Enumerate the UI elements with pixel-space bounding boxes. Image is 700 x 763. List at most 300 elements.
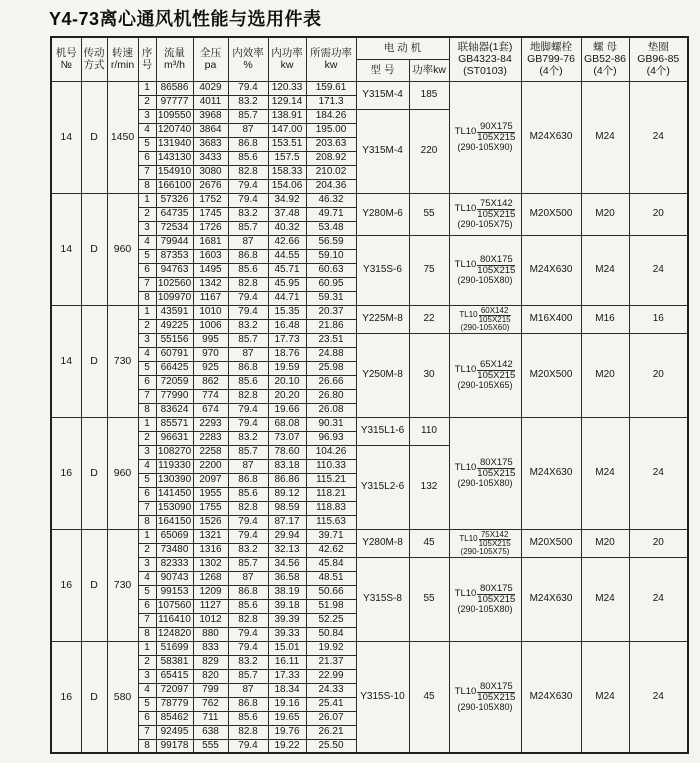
washer: 20 (629, 193, 688, 235)
cell-required-power: 204.36 (306, 179, 356, 193)
cell-seq: 7 (138, 725, 156, 739)
cell-required-power: 46.32 (306, 193, 356, 207)
cell-required-power: 171.3 (306, 95, 356, 109)
header-speed (107, 37, 138, 81)
cell-internal-power: 19.65 (268, 711, 306, 725)
cell-required-power: 26.66 (306, 375, 356, 389)
fraction-top: 75X142 (480, 529, 509, 539)
cell-required-power: 42.62 (306, 543, 356, 557)
coupling-spec (449, 81, 521, 193)
cell-internal-power: 42.66 (268, 235, 306, 249)
cell-required-power: 25.41 (306, 697, 356, 711)
cell-pressure: 2097 (193, 473, 228, 487)
cell-required-power: 203.63 (306, 137, 356, 151)
header-line: 全压 (200, 46, 221, 59)
cell-required-power: 51.98 (306, 599, 356, 613)
coupling-fraction (451, 307, 520, 324)
header-line: 联轴器(1套) (457, 40, 513, 53)
fan-performance-table (50, 36, 689, 754)
table-row (51, 235, 688, 249)
cell-internal-power: 34.56 (268, 557, 306, 571)
cell-seq: 6 (138, 375, 156, 389)
cell-pressure: 1316 (193, 543, 228, 557)
coupling-note: (290-105X80) (457, 701, 513, 712)
cell-required-power: 60.63 (306, 263, 356, 277)
cell-pressure: 762 (193, 697, 228, 711)
cell-internal-power: 98.59 (268, 501, 306, 515)
cell-internal-power: 39.39 (268, 613, 306, 627)
machine-no: 14 (51, 193, 81, 305)
cell-internal-power: 45.95 (268, 277, 306, 291)
motor-model: Y225M-8 (356, 305, 409, 333)
cell-pressure: 995 (193, 333, 228, 347)
header-motor: 电 动 机 (356, 37, 449, 59)
motor-power: 132 (409, 445, 449, 529)
cell-efficiency: 85.6 (228, 599, 268, 613)
cell-seq: 4 (138, 571, 156, 585)
header-line: GB96-85 (637, 53, 680, 66)
header-row (51, 37, 688, 59)
cell-internal-power: 157.5 (268, 151, 306, 165)
cell-seq: 6 (138, 599, 156, 613)
speed: 1450 (107, 81, 138, 193)
drive-mode: D (81, 641, 107, 753)
cell-flow: 94763 (156, 263, 193, 277)
speed: 730 (107, 305, 138, 417)
cell-efficiency: 83.2 (228, 655, 268, 669)
cell-efficiency: 79.4 (228, 291, 268, 305)
cell-flow: 102560 (157, 278, 192, 290)
nut: M24 (581, 81, 629, 193)
cell-required-power: 20.37 (306, 305, 356, 319)
anchor-bolt: M20X500 (521, 193, 581, 235)
cell-efficiency: 86.8 (228, 361, 268, 375)
cell-flow: 143130 (157, 152, 192, 164)
table-row (51, 557, 688, 571)
cell-seq: 7 (138, 165, 156, 179)
fraction (479, 531, 511, 548)
cell-internal-power: 37.48 (268, 207, 306, 221)
cell-internal-power: 19.59 (268, 361, 306, 375)
motor-power: 55 (409, 557, 449, 641)
cell-efficiency: 86.8 (228, 473, 268, 487)
machine-no: 16 (51, 417, 81, 529)
cell-flow: 58381 (156, 655, 193, 669)
cell-flow: 49225 (156, 319, 193, 333)
header-line: 转速 (112, 46, 133, 59)
cell-required-power: 26.08 (306, 403, 356, 417)
machine-no: 16 (51, 529, 81, 641)
cell-flow: 99178 (156, 739, 193, 753)
machine-no: 14 (51, 81, 81, 193)
anchor-bolt: M24X630 (521, 235, 581, 305)
header-line: (4个) (539, 65, 563, 78)
cell-seq: 1 (138, 193, 156, 207)
header-line: GB52-86 (583, 53, 627, 66)
drive-mode: D (81, 305, 107, 417)
cell-flow: 97777 (156, 95, 193, 109)
cell-pressure: 1526 (193, 515, 228, 529)
header-line: % (243, 59, 253, 72)
cell-internal-power: 19.16 (268, 697, 306, 711)
cell-pressure: 3080 (193, 165, 228, 179)
cell-seq: 3 (138, 333, 156, 347)
cell-internal-power: 15.01 (268, 641, 306, 655)
motor-power: 45 (409, 641, 449, 753)
cell-required-power: 96.93 (306, 431, 356, 445)
table-row (51, 529, 688, 543)
washer: 24 (629, 235, 688, 305)
coupling-note: (290-105X75) (457, 218, 513, 229)
cell-seq: 6 (138, 151, 156, 165)
cell-required-power: 25.98 (306, 361, 356, 375)
nut: M20 (581, 333, 629, 417)
header-machine-no (51, 37, 81, 81)
fraction-bottom: 105X215 (477, 208, 516, 220)
cell-pressure: 1167 (193, 291, 228, 305)
header-line: 传动 (83, 46, 105, 59)
cell-seq: 3 (138, 445, 156, 459)
cell-seq: 8 (138, 739, 156, 753)
cell-flow: 131940 (157, 138, 192, 150)
cell-flow: 109550 (157, 110, 192, 122)
cell-seq: 4 (138, 459, 156, 473)
cell-internal-power: 38.19 (268, 585, 306, 599)
cell-required-power: 208.92 (306, 151, 356, 165)
header-line: (ST0103) (463, 65, 507, 78)
coupling-spec (449, 641, 521, 753)
coupling-note: (290-105X90) (457, 141, 513, 152)
cell-internal-power: 44.55 (268, 249, 306, 263)
cell-seq: 8 (138, 403, 156, 417)
cell-required-power: 59.10 (306, 249, 356, 263)
header-line: m³/h (164, 59, 185, 72)
cell-required-power: 53.48 (306, 221, 356, 235)
cell-flow: 90743 (156, 571, 193, 585)
header-motor-model: 型 号 (356, 59, 409, 81)
cell-flow: 141450 (157, 488, 192, 500)
cell-flow: 87353 (156, 249, 193, 263)
coupling-spec (449, 333, 521, 417)
cell-internal-power: 19.76 (268, 725, 306, 739)
coupling-note: (290-105X80) (457, 274, 513, 285)
header-flow (156, 37, 193, 81)
nut: M24 (581, 417, 629, 529)
header-line: 机号 (55, 46, 77, 59)
cell-efficiency: 85.7 (228, 221, 268, 235)
cell-internal-power: 18.34 (268, 683, 306, 697)
cell-required-power: 48.51 (306, 571, 356, 585)
nut: M24 (581, 641, 629, 753)
cell-flow: 153090 (157, 502, 192, 514)
machine-no: 14 (51, 305, 81, 417)
cell-seq: 2 (138, 543, 156, 557)
cell-internal-power: 15.35 (268, 305, 306, 319)
cell-required-power: 50.66 (306, 585, 356, 599)
cell-internal-power: 16.11 (268, 655, 306, 669)
cell-flow: 79944 (156, 235, 193, 249)
cell-flow: 92495 (156, 725, 193, 739)
header-motor-power: 功率kw (409, 59, 449, 81)
cell-seq: 8 (138, 179, 156, 193)
cell-internal-power: 147.00 (268, 123, 306, 137)
cell-efficiency: 83.2 (228, 95, 268, 109)
table-row (51, 193, 688, 207)
coupling-prefix: TL10 (454, 686, 477, 698)
cell-flow: 66425 (156, 361, 193, 375)
cell-seq: 2 (138, 207, 156, 221)
cell-pressure: 970 (193, 347, 228, 361)
motor-power: 110 (409, 417, 449, 445)
cell-efficiency: 85.7 (228, 669, 268, 683)
header-line: 内效率 (232, 46, 264, 59)
cell-flow: 78779 (156, 697, 193, 711)
cell-flow: 77990 (156, 389, 193, 403)
cell-required-power: 110.33 (306, 459, 356, 473)
cell-flow: 57326 (156, 193, 193, 207)
cell-required-power: 184.26 (306, 109, 356, 123)
cell-efficiency: 85.6 (228, 263, 268, 277)
cell-flow: 130390 (157, 474, 192, 486)
cell-pressure: 1342 (193, 277, 228, 291)
cell-pressure: 2293 (193, 417, 228, 431)
cell-pressure: 799 (193, 683, 228, 697)
washer: 24 (629, 641, 688, 753)
cell-efficiency: 87 (228, 235, 268, 249)
cell-required-power: 23.51 (306, 333, 356, 347)
cell-pressure: 862 (193, 375, 228, 389)
cell-efficiency: 87 (228, 571, 268, 585)
fraction-top: 80X175 (479, 456, 513, 468)
cell-seq: 8 (138, 627, 156, 641)
cell-pressure: 829 (193, 655, 228, 669)
fraction (477, 255, 515, 276)
header-nut (581, 37, 629, 81)
cell-seq: 5 (138, 137, 156, 151)
cell-internal-power: 87.17 (268, 515, 306, 529)
table-row (51, 333, 688, 347)
fraction (479, 307, 511, 324)
cell-pressure: 1495 (193, 263, 228, 277)
cell-internal-power: 45.71 (268, 263, 306, 277)
cell-seq: 8 (138, 291, 156, 305)
header-line: 所需功率 (310, 46, 352, 59)
fraction-bottom: 105X215 (478, 314, 511, 324)
cell-seq: 1 (138, 81, 156, 95)
header-pressure (193, 37, 228, 81)
cell-pressure: 1321 (193, 529, 228, 543)
cell-seq: 3 (138, 669, 156, 683)
cell-required-power: 24.88 (306, 347, 356, 361)
cell-pressure: 833 (193, 641, 228, 655)
table-body (51, 81, 688, 753)
nut: M20 (581, 193, 629, 235)
cell-efficiency: 83.2 (228, 207, 268, 221)
fraction-bottom: 105X215 (477, 131, 516, 143)
cell-internal-power: 17.33 (268, 669, 306, 683)
cell-pressure: 1127 (193, 599, 228, 613)
cell-efficiency: 85.6 (228, 711, 268, 725)
cell-internal-power: 17.73 (268, 333, 306, 347)
cell-pressure: 1955 (193, 487, 228, 501)
anchor-bolt: M24X630 (521, 641, 581, 753)
cell-required-power: 45.84 (306, 557, 356, 571)
cell-flow: 72059 (156, 375, 193, 389)
table-row (51, 305, 688, 319)
cell-internal-power: 19.22 (268, 739, 306, 753)
cell-flow: 124820 (157, 628, 192, 640)
table-row (51, 417, 688, 431)
cell-seq: 5 (138, 585, 156, 599)
fraction-top: 65X142 (479, 358, 513, 370)
cell-internal-power: 120.33 (268, 81, 306, 95)
cell-pressure: 820 (193, 669, 228, 683)
drive-mode: D (81, 529, 107, 641)
cell-pressure: 1010 (193, 305, 228, 319)
header-washer (629, 37, 688, 81)
cell-efficiency: 82.8 (228, 613, 268, 627)
cell-efficiency: 86.8 (228, 249, 268, 263)
cell-seq: 7 (138, 613, 156, 627)
cell-efficiency: 86.8 (228, 585, 268, 599)
drive-mode: D (81, 417, 107, 529)
cell-efficiency: 79.4 (228, 179, 268, 193)
coupling-fraction (451, 255, 520, 276)
cell-seq: 1 (138, 529, 156, 543)
cell-required-power: 56.59 (306, 235, 356, 249)
cell-flow: 73480 (156, 543, 193, 557)
header-required-power (306, 37, 356, 81)
cell-efficiency: 85.7 (228, 557, 268, 571)
coupling-fraction (451, 199, 520, 220)
coupling-note: (290-105X60) (460, 322, 510, 332)
header-coupling (449, 37, 521, 81)
nut: M24 (581, 557, 629, 641)
cell-pressure: 555 (193, 739, 228, 753)
header-anchor-bolt (521, 37, 581, 81)
cell-seq: 6 (138, 487, 156, 501)
washer: 24 (629, 557, 688, 641)
drive-mode: D (81, 81, 107, 193)
coupling-fraction (451, 584, 520, 605)
coupling-spec (449, 235, 521, 305)
cell-seq: 5 (138, 697, 156, 711)
cell-pressure: 2283 (193, 431, 228, 445)
cell-internal-power: 20.20 (268, 389, 306, 403)
motor-model: Y315L2-6 (356, 445, 409, 529)
cell-efficiency: 87 (228, 347, 268, 361)
cell-internal-power: 138.91 (268, 109, 306, 123)
anchor-bolt: M20X500 (521, 529, 581, 557)
fraction-bottom: 105X215 (477, 264, 516, 276)
coupling-fraction (451, 458, 520, 479)
cell-seq: 4 (138, 123, 156, 137)
cell-pressure: 1603 (193, 249, 228, 263)
header-efficiency (228, 37, 268, 81)
fraction-top: 75X142 (479, 197, 513, 209)
cell-required-power: 118.21 (306, 487, 356, 501)
cell-pressure: 1755 (193, 501, 228, 515)
anchor-bolt: M16X400 (521, 305, 581, 333)
cell-efficiency: 82.8 (228, 725, 268, 739)
cell-efficiency: 82.8 (228, 165, 268, 179)
coupling-fraction (451, 531, 520, 548)
cell-pressure: 638 (193, 725, 228, 739)
cell-seq: 8 (138, 515, 156, 529)
washer: 16 (629, 305, 688, 333)
cell-required-power: 210.02 (306, 165, 356, 179)
cell-efficiency: 82.8 (228, 277, 268, 291)
cell-seq: 5 (138, 473, 156, 487)
header-line: (4个) (646, 65, 670, 78)
header-line: pa (204, 59, 217, 72)
coupling-prefix: TL10 (459, 534, 478, 543)
anchor-bolt: M24X630 (521, 81, 581, 193)
cell-seq: 2 (138, 431, 156, 445)
cell-required-power: 159.61 (306, 81, 356, 95)
header-line: (4个) (593, 65, 617, 78)
cell-flow: 99153 (156, 585, 193, 599)
cell-internal-power: 20.10 (268, 375, 306, 389)
cell-seq: 6 (138, 711, 156, 725)
coupling-note: (290-105X65) (457, 379, 513, 390)
cell-pressure: 2676 (193, 179, 228, 193)
cell-seq: 6 (138, 263, 156, 277)
fraction-top: 80X175 (479, 582, 513, 594)
fraction-bottom: 105X215 (477, 467, 516, 479)
cell-efficiency: 85.7 (228, 333, 268, 347)
cell-flow: 85571 (156, 417, 193, 431)
cell-internal-power: 36.58 (268, 571, 306, 585)
speed: 960 (107, 193, 138, 305)
motor-power: 22 (409, 305, 449, 333)
washer: 24 (629, 417, 688, 529)
cell-internal-power: 154.06 (268, 179, 306, 193)
fraction-top: 90X175 (479, 120, 513, 132)
header-line: 号 (141, 59, 153, 72)
cell-seq: 4 (138, 235, 156, 249)
cell-pressure: 2200 (193, 459, 228, 473)
cell-efficiency: 79.4 (228, 739, 268, 753)
header-line: kw (324, 59, 338, 72)
cell-efficiency: 87 (228, 683, 268, 697)
table-row (51, 81, 688, 95)
cell-internal-power: 68.08 (268, 417, 306, 431)
nut: M16 (581, 305, 629, 333)
washer: 20 (629, 333, 688, 417)
cell-efficiency: 79.4 (228, 417, 268, 431)
cell-required-power: 60.95 (306, 277, 356, 291)
cell-pressure: 1302 (193, 557, 228, 571)
cell-pressure: 1006 (193, 319, 228, 333)
cell-internal-power: 129.14 (268, 95, 306, 109)
cell-pressure: 3683 (193, 137, 228, 151)
cell-efficiency: 85.6 (228, 151, 268, 165)
cell-flow: 107560 (157, 600, 192, 612)
cell-required-power: 22.99 (306, 669, 356, 683)
cell-required-power: 115.21 (306, 473, 356, 487)
header-internal-power (268, 37, 306, 81)
cell-seq: 2 (138, 95, 156, 109)
cell-flow: 86586 (156, 81, 193, 95)
motor-model: Y315L1-6 (356, 417, 409, 445)
cell-efficiency: 79.4 (228, 193, 268, 207)
cell-internal-power: 16.48 (268, 319, 306, 333)
cell-seq: 2 (138, 319, 156, 333)
cell-required-power: 49.71 (306, 207, 356, 221)
coupling-prefix: TL10 (459, 310, 478, 319)
motor-model: Y280M-6 (356, 193, 409, 235)
